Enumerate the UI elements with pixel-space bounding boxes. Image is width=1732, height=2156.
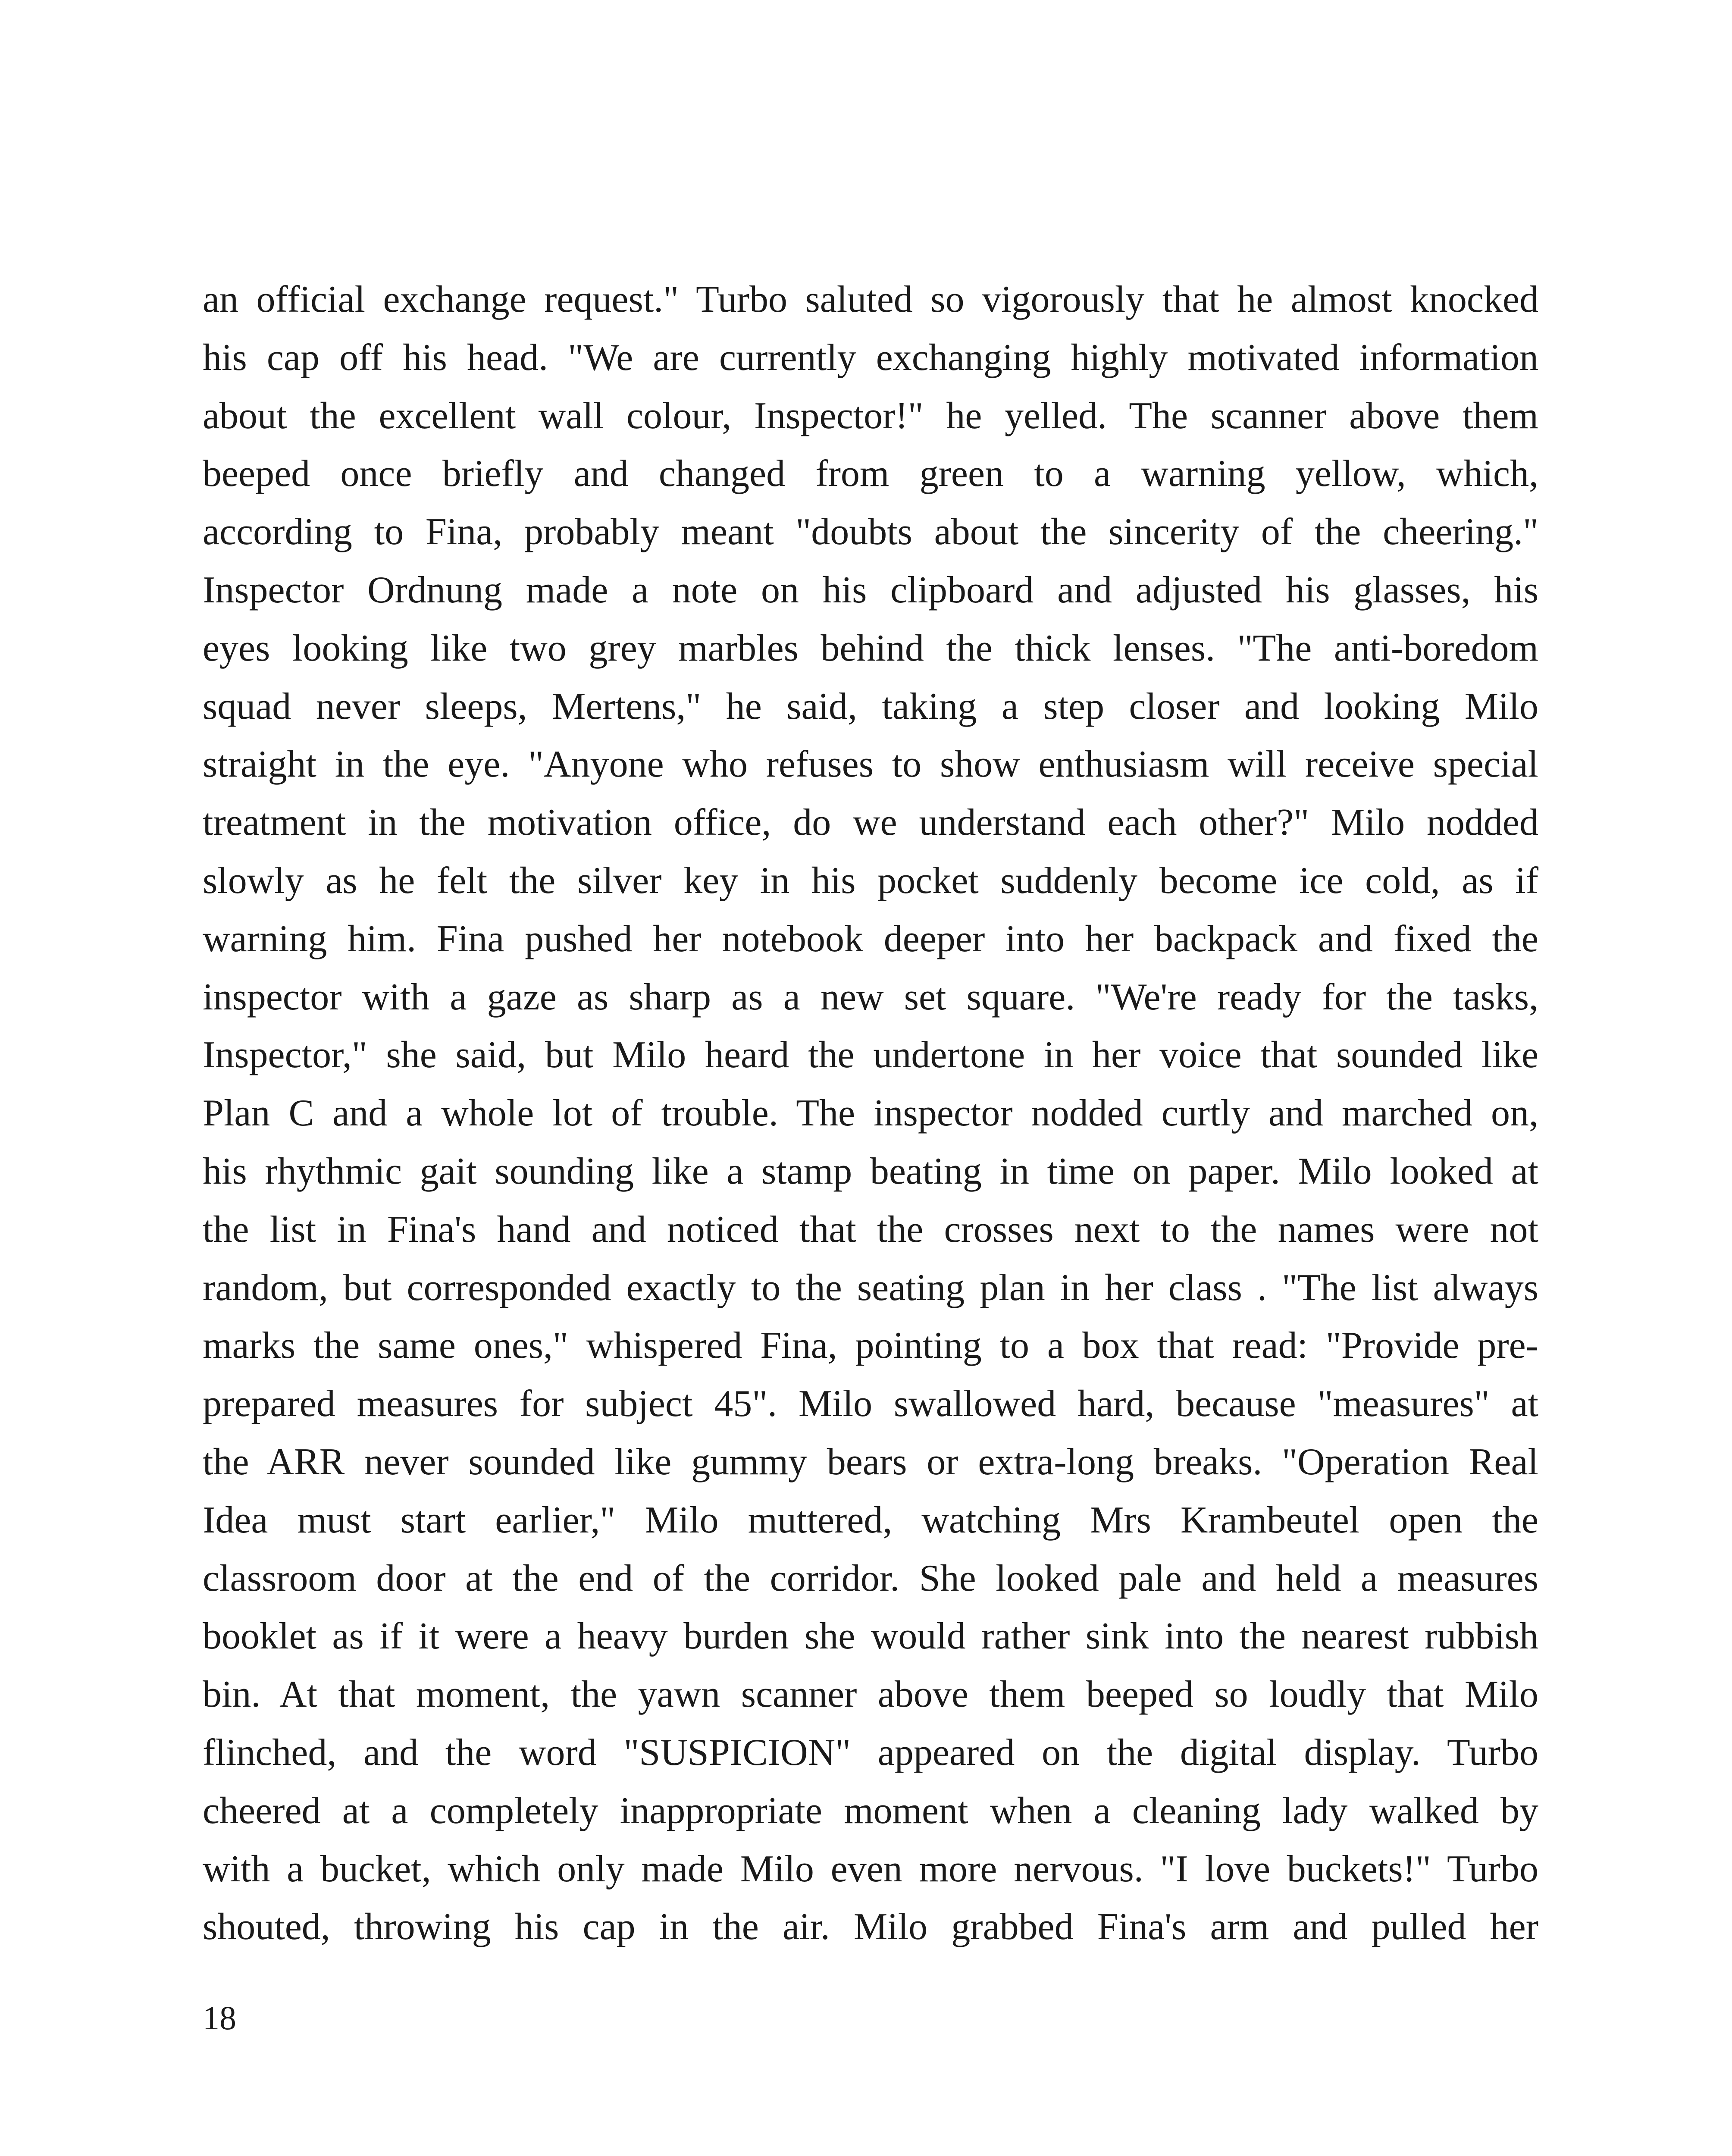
text-line: eyes looking like two grey marbles behind the thick lenses. "The anti-boredom	[203, 627, 1538, 669]
text-line: with a bucket, which only made Milo even more nervous. "I love buckets!" Turbo	[203, 1848, 1538, 1890]
text-line: beeped once briefly and changed from green to a warning yellow, which,	[203, 453, 1538, 495]
text-line: Inspector," she said, but Milo heard the undertone in her voice that sounded like	[203, 1034, 1538, 1076]
text-line: according to Fina, probably meant "doubts about the sincerity of the cheering."	[203, 511, 1538, 553]
text-line: warning him. Fina pushed her notebook deeper into her backpack and fixed the	[203, 918, 1538, 960]
text-line: his rhythmic gait sounding like a stamp beating in time on paper. Milo looked at	[203, 1150, 1538, 1192]
body-paragraph	[203, 271, 1538, 1956]
text-line: the ARR never sounded like gummy bears or extra-long breaks. "Operation Real	[203, 1441, 1538, 1483]
text-line: the list in Fina's hand and noticed that the crosses next to the names were not	[203, 1208, 1538, 1250]
text-line: flinched, and the word "SUSPICION" appeared on the digital display. Turbo	[203, 1731, 1538, 1774]
text-line: Inspector Ordnung made a note on his clipboard and adjusted his glasses, his	[203, 569, 1538, 611]
text-line: random, but corresponded exactly to the seating plan in her class . "The list always	[203, 1266, 1538, 1309]
text-line: prepared measures for subject 45". Milo swallowed hard, because "measures" at	[203, 1383, 1538, 1425]
text-line: Plan C and a whole lot of trouble. The inspector nodded curtly and marched on,	[203, 1092, 1538, 1134]
text-line: about the excellent wall colour, Inspector!" he yelled. The scanner above them	[203, 395, 1538, 437]
text-line: an official exchange request." Turbo saluted so vigorously that he almost knocked	[203, 279, 1538, 320]
text-line: cheered at a completely inappropriate moment when a cleaning lady walked by	[203, 1789, 1538, 1832]
text-line: his cap off his head. "We are currently exchanging highly motivated information	[203, 336, 1538, 379]
text-line: marks the same ones," whispered Fina, pointing to a box that read: "Provide pre-	[203, 1325, 1538, 1367]
text-line: shouted, throwing his cap in the air. Milo grabbed Fina's arm and pulled her	[203, 1906, 1538, 1948]
text-line: Idea must start earlier," Milo muttered, watching Mrs Krambeutel open the	[203, 1499, 1538, 1541]
text-line: inspector with a gaze as sharp as a new set square. "We're ready for the tasks,	[203, 976, 1538, 1018]
text-line: classroom door at the end of the corridor. She looked pale and held a measures	[203, 1557, 1538, 1599]
text-line: slowly as he felt the silver key in his pocket suddenly become ice cold, as if	[203, 859, 1538, 902]
text-line: booklet as if it were a heavy burden she would rather sink into the nearest rubbish	[203, 1615, 1538, 1658]
text-line: squad never sleeps, Mertens," he said, taking a step closer and looking Milo	[203, 685, 1538, 727]
text-line: straight in the eye. "Anyone who refuses to show enthusiasm will receive special	[203, 743, 1538, 786]
text-line: treatment in the motivation office, do we understand each other?" Milo nodded	[203, 802, 1538, 844]
page-number: 18	[203, 1999, 236, 2037]
text-line: bin. At that moment, the yawn scanner above them beeped so loudly that Milo	[203, 1673, 1538, 1716]
